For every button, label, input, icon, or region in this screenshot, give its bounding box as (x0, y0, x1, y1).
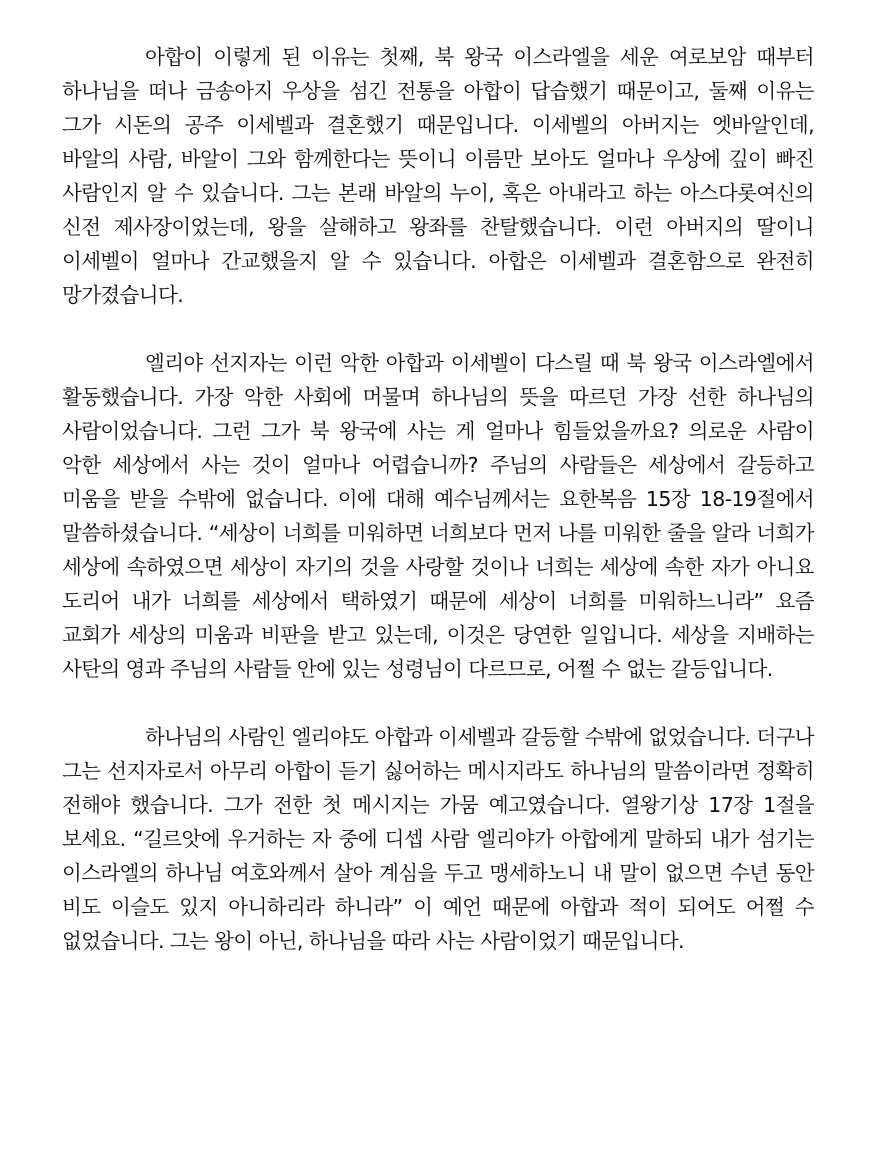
paragraph-2: 엘리야 선지자는 이런 악한 아합과 이세벨이 다스릴 때 북 왕국 이스라엘에서 활동했습니다. 가장 악한 사회에 머물며 하나님의 뜻을 따르던 가장 선한 하나님의 사람이었습니다. 그런 그가 북 왕국에 사는 게 얼마나 힘들었을까요? 의로운 사람이 악한 세상에서 사는 것이 얼마나 어렵습니까? 주님의 사람들은 세상에서 갈등하고 미움을 받을 수밖에 없습니다. 이에 대해 예수님께서는 요한복음 15장 18-19절에서 말씀하셨습니다. “세상이 너희를 미워하면 너희보다 먼저 나를 미워한 줄을 알라 너희가 세상에 속하였으면 세상이 자기의 것을 사랑할 것이나 너희는 세상에 속한 자가 아니요 도리어 내가 너희를 세상에서 택하였기 때문에 세상이 너희를 미워하느니라” 요즘 교회가 세상의 미움과 비판을 받고 있는데, 이것은 당연한 일입니다. 세상을 지배하는 사탄의 영과 주님의 사람들 안에 있는 성령님이 다르므로, 어쩔 수 없는 갈등입니다. (62, 351, 814, 681)
paragraph-1: 아합이 이렇게 된 이유는 첫째, 북 왕국 이스라엘을 세운 여로보암 때부터 하나님을 떠나 금송아지 우상을 섬긴 전통을 아합이 답습했기 때문이고, 둘째 이유는 그가 시돈의 공주 이세벨과 결혼했기 때문입니다. 이세벨의 아버지는 엣바알인데, 바알의 사람, 바알이 그와 함께한다는 뜻이니 이름만 보아도 얼마나 우상에 깊이 빠진 사람인지 알 수 있습니다. 그는 본래 바알의 누이, 혹은 아내라고 하는 아스다롯여신의 신전 제사장이었는데, 왕을 살해하고 왕좌를 찬탈했습니다. 이런 아버지의 딸이니 이세벨이 얼마나 간교했을지 알 수 있습니다. 아합은 이세벨과 결혼함으로 완전히 망가졌습니다. (62, 45, 814, 307)
document-page (62, 40, 814, 958)
paragraph-3: 하나님의 사람인 엘리야도 아합과 이세벨과 갈등할 수밖에 없었습니다. 더구나 그는 선지자로서 아무리 아합이 듣기 싫어하는 메시지라도 하나님의 말씀이라면 정확히 전해야 했습니다. 그가 전한 첫 메시지는 가뭄 예고였습니다. 열왕기상 17장 1절을 보세요. “길르앗에 우거하는 자 중에 디셉 사람 엘리야가 아합에게 말하되 내가 섬기는 이스라엘의 하나님 여호와께서 살아 계심을 두고 맹세하노니 내 말이 없으면 수년 동안 비도 이슬도 있지 아니하리라 하니라” 이 예언 때문에 아합과 적이 되어도 어쩔 수 없었습니다. 그는 왕이 아닌, 하나님을 따라 사는 사람이었기 때문입니다. (62, 725, 814, 953)
